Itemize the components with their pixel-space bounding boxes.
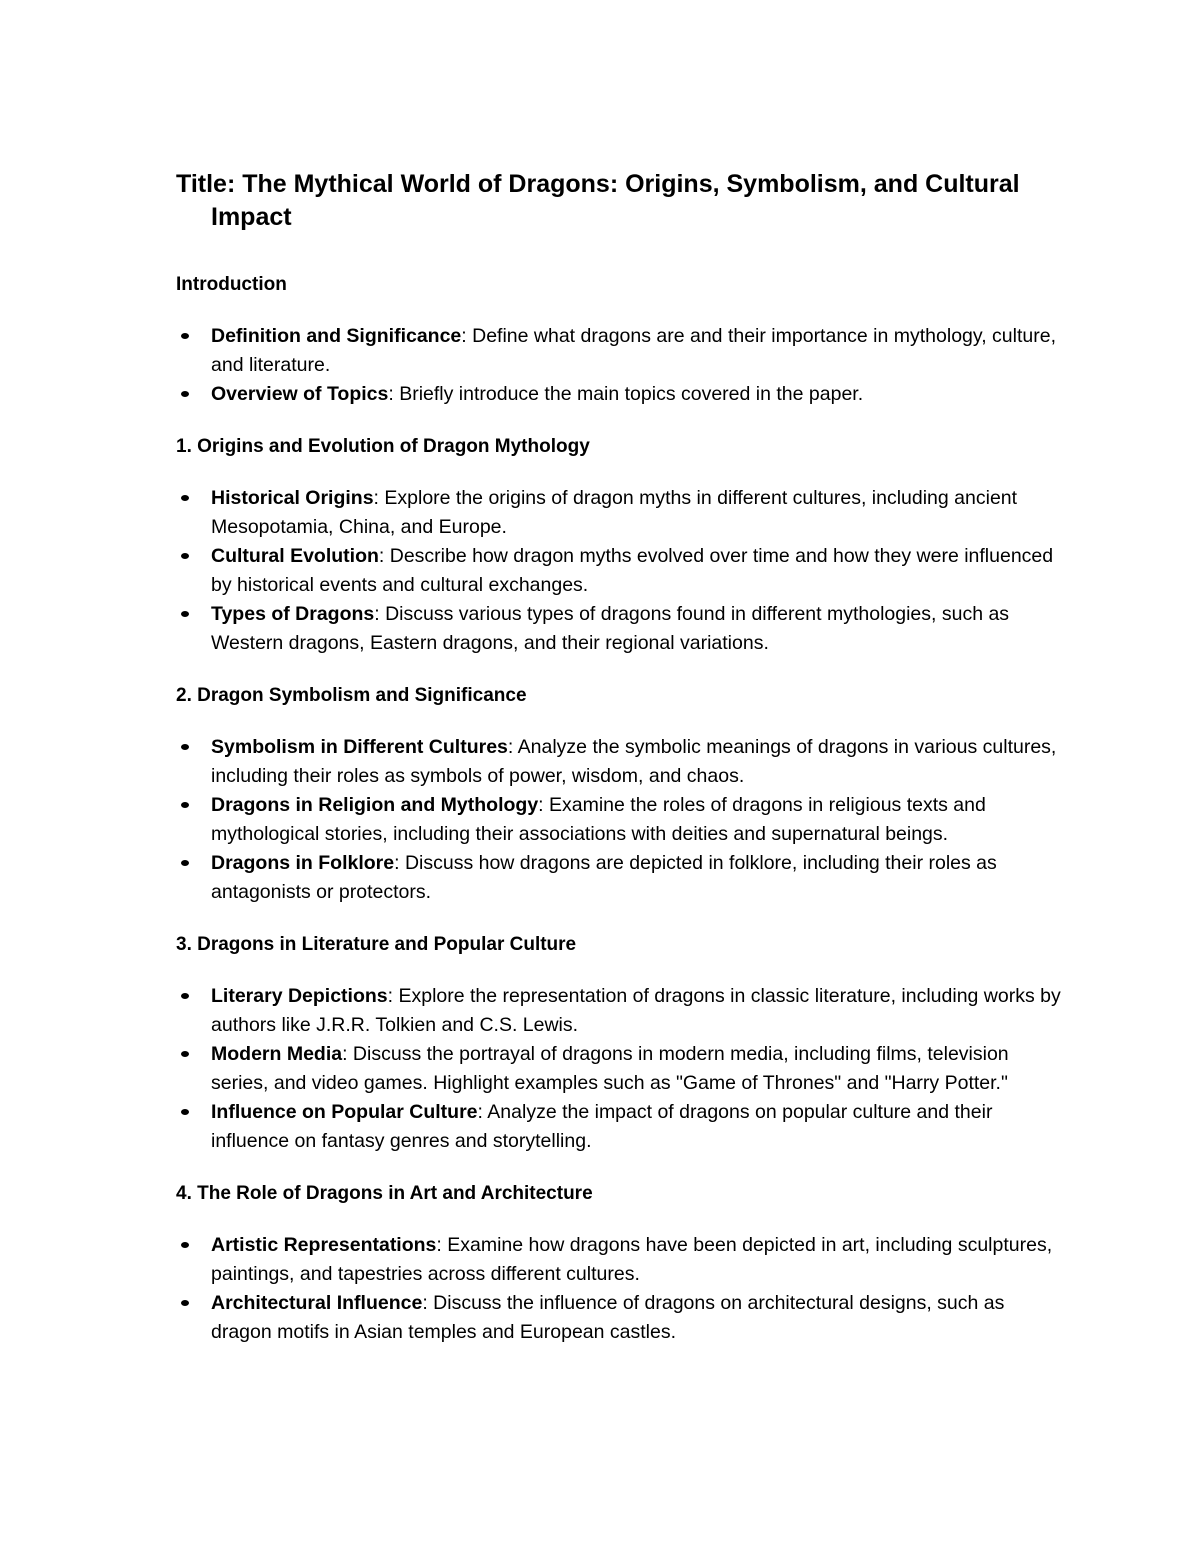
bullet-list-symbolism	[176, 733, 1061, 907]
section-heading-introduction: Introduction	[176, 274, 287, 295]
bullet-icon	[181, 495, 189, 501]
item-term: Cultural Evolution	[211, 545, 379, 567]
bullet-list-origins	[176, 484, 1061, 658]
bullet-icon	[181, 1109, 189, 1115]
item-text: : Explore the representation of dragons in classic literature, including works by authors like J.R.R. Tolkien and C.S. Lewis.	[211, 985, 1061, 1036]
section-heading-origins: 1. Origins and Evolution of Dragon Mythology	[176, 436, 590, 457]
item-text: : Discuss the portrayal of dragons in modern media, including films, television series, and video games. Highlight examples such as "Game of Thrones" and "Harry Potter."	[211, 1043, 1009, 1094]
item-text: : Examine how dragons have been depicted in art, including sculptures, paintings, and tapestries across different cultures.	[211, 1234, 1053, 1285]
bullet-list-literature	[176, 982, 1061, 1156]
list-item	[176, 1289, 1061, 1347]
list-item	[176, 849, 1061, 907]
item-term: Definition and Significance	[211, 325, 462, 347]
item-text: : Discuss how dragons are depicted in folklore, including their roles as antagonists or protectors.	[211, 852, 997, 903]
bullet-icon	[181, 1051, 189, 1057]
list-item	[176, 322, 1061, 380]
section-heading-symbolism: 2. Dragon Symbolism and Significance	[176, 685, 527, 706]
item-term: Historical Origins	[211, 487, 374, 509]
document-page	[176, 168, 1061, 1370]
list-item	[176, 484, 1061, 542]
bullet-icon	[181, 1242, 189, 1248]
item-term: Overview of Topics	[211, 383, 389, 405]
list-item	[176, 380, 1061, 409]
bullet-icon	[181, 553, 189, 559]
section-heading-art: 4. The Role of Dragons in Art and Architecture	[176, 1183, 593, 1204]
item-text: : Analyze the impact of dragons on popular culture and their influence on fantasy genres and storytelling.	[211, 1101, 993, 1152]
item-text: : Describe how dragon myths evolved over time and how they were influenced by historical events and cultural exchanges.	[211, 545, 1054, 596]
bullet-icon	[181, 611, 189, 617]
bullet-icon	[181, 744, 189, 750]
bullet-icon	[181, 333, 189, 339]
section-heading-literature: 3. Dragons in Literature and Popular Culture	[176, 934, 577, 955]
item-term: Architectural Influence	[211, 1292, 423, 1314]
item-text: : Explore the origins of dragon myths in different cultures, including ancient Mesopotamia, China, and Europe.	[211, 487, 1018, 538]
list-item	[176, 600, 1061, 658]
bullet-icon	[181, 993, 189, 999]
item-text: : Define what dragons are and their importance in mythology, culture, and literature.	[211, 325, 1056, 376]
item-term: Literary Depictions	[211, 985, 388, 1007]
bullet-list-art	[176, 1231, 1061, 1347]
list-item	[176, 542, 1061, 600]
list-item	[176, 982, 1061, 1040]
item-term: Types of Dragons	[211, 603, 375, 625]
list-item	[176, 1040, 1061, 1098]
item-term: Symbolism in Different Cultures	[211, 736, 508, 758]
bullet-list-introduction	[176, 322, 1061, 409]
document-title: Title: The Mythical World of Dragons: Origins, Symbolism, and Cultural Impact	[176, 170, 1020, 231]
item-text: : Analyze the symbolic meanings of dragons in various cultures, including their roles as symbols of power, wisdom, and chaos.	[211, 736, 1057, 787]
item-term: Influence on Popular Culture	[211, 1101, 478, 1123]
item-term: Dragons in Folklore	[211, 852, 395, 874]
bullet-icon	[181, 1300, 189, 1306]
item-term: Dragons in Religion and Mythology	[211, 794, 539, 816]
bullet-icon	[181, 860, 189, 866]
item-term: Modern Media	[211, 1043, 343, 1065]
item-term: Artistic Representations	[211, 1234, 437, 1256]
list-item	[176, 733, 1061, 791]
bullet-icon	[181, 391, 189, 397]
item-text: : Discuss various types of dragons found in different mythologies, such as Western dragons, Eastern dragons, and their regional variations.	[211, 603, 1010, 654]
item-text: : Examine the roles of dragons in religious texts and mythological stories, including their associations with deities and supernatural beings.	[211, 794, 986, 845]
list-item	[176, 1098, 1061, 1156]
list-item	[176, 1231, 1061, 1289]
list-item	[176, 791, 1061, 849]
item-text: : Discuss the influence of dragons on architectural designs, such as dragon motifs in Asian temples and European castles.	[211, 1292, 1005, 1343]
bullet-icon	[181, 802, 189, 808]
item-text: : Briefly introduce the main topics covered in the paper.	[388, 383, 864, 405]
